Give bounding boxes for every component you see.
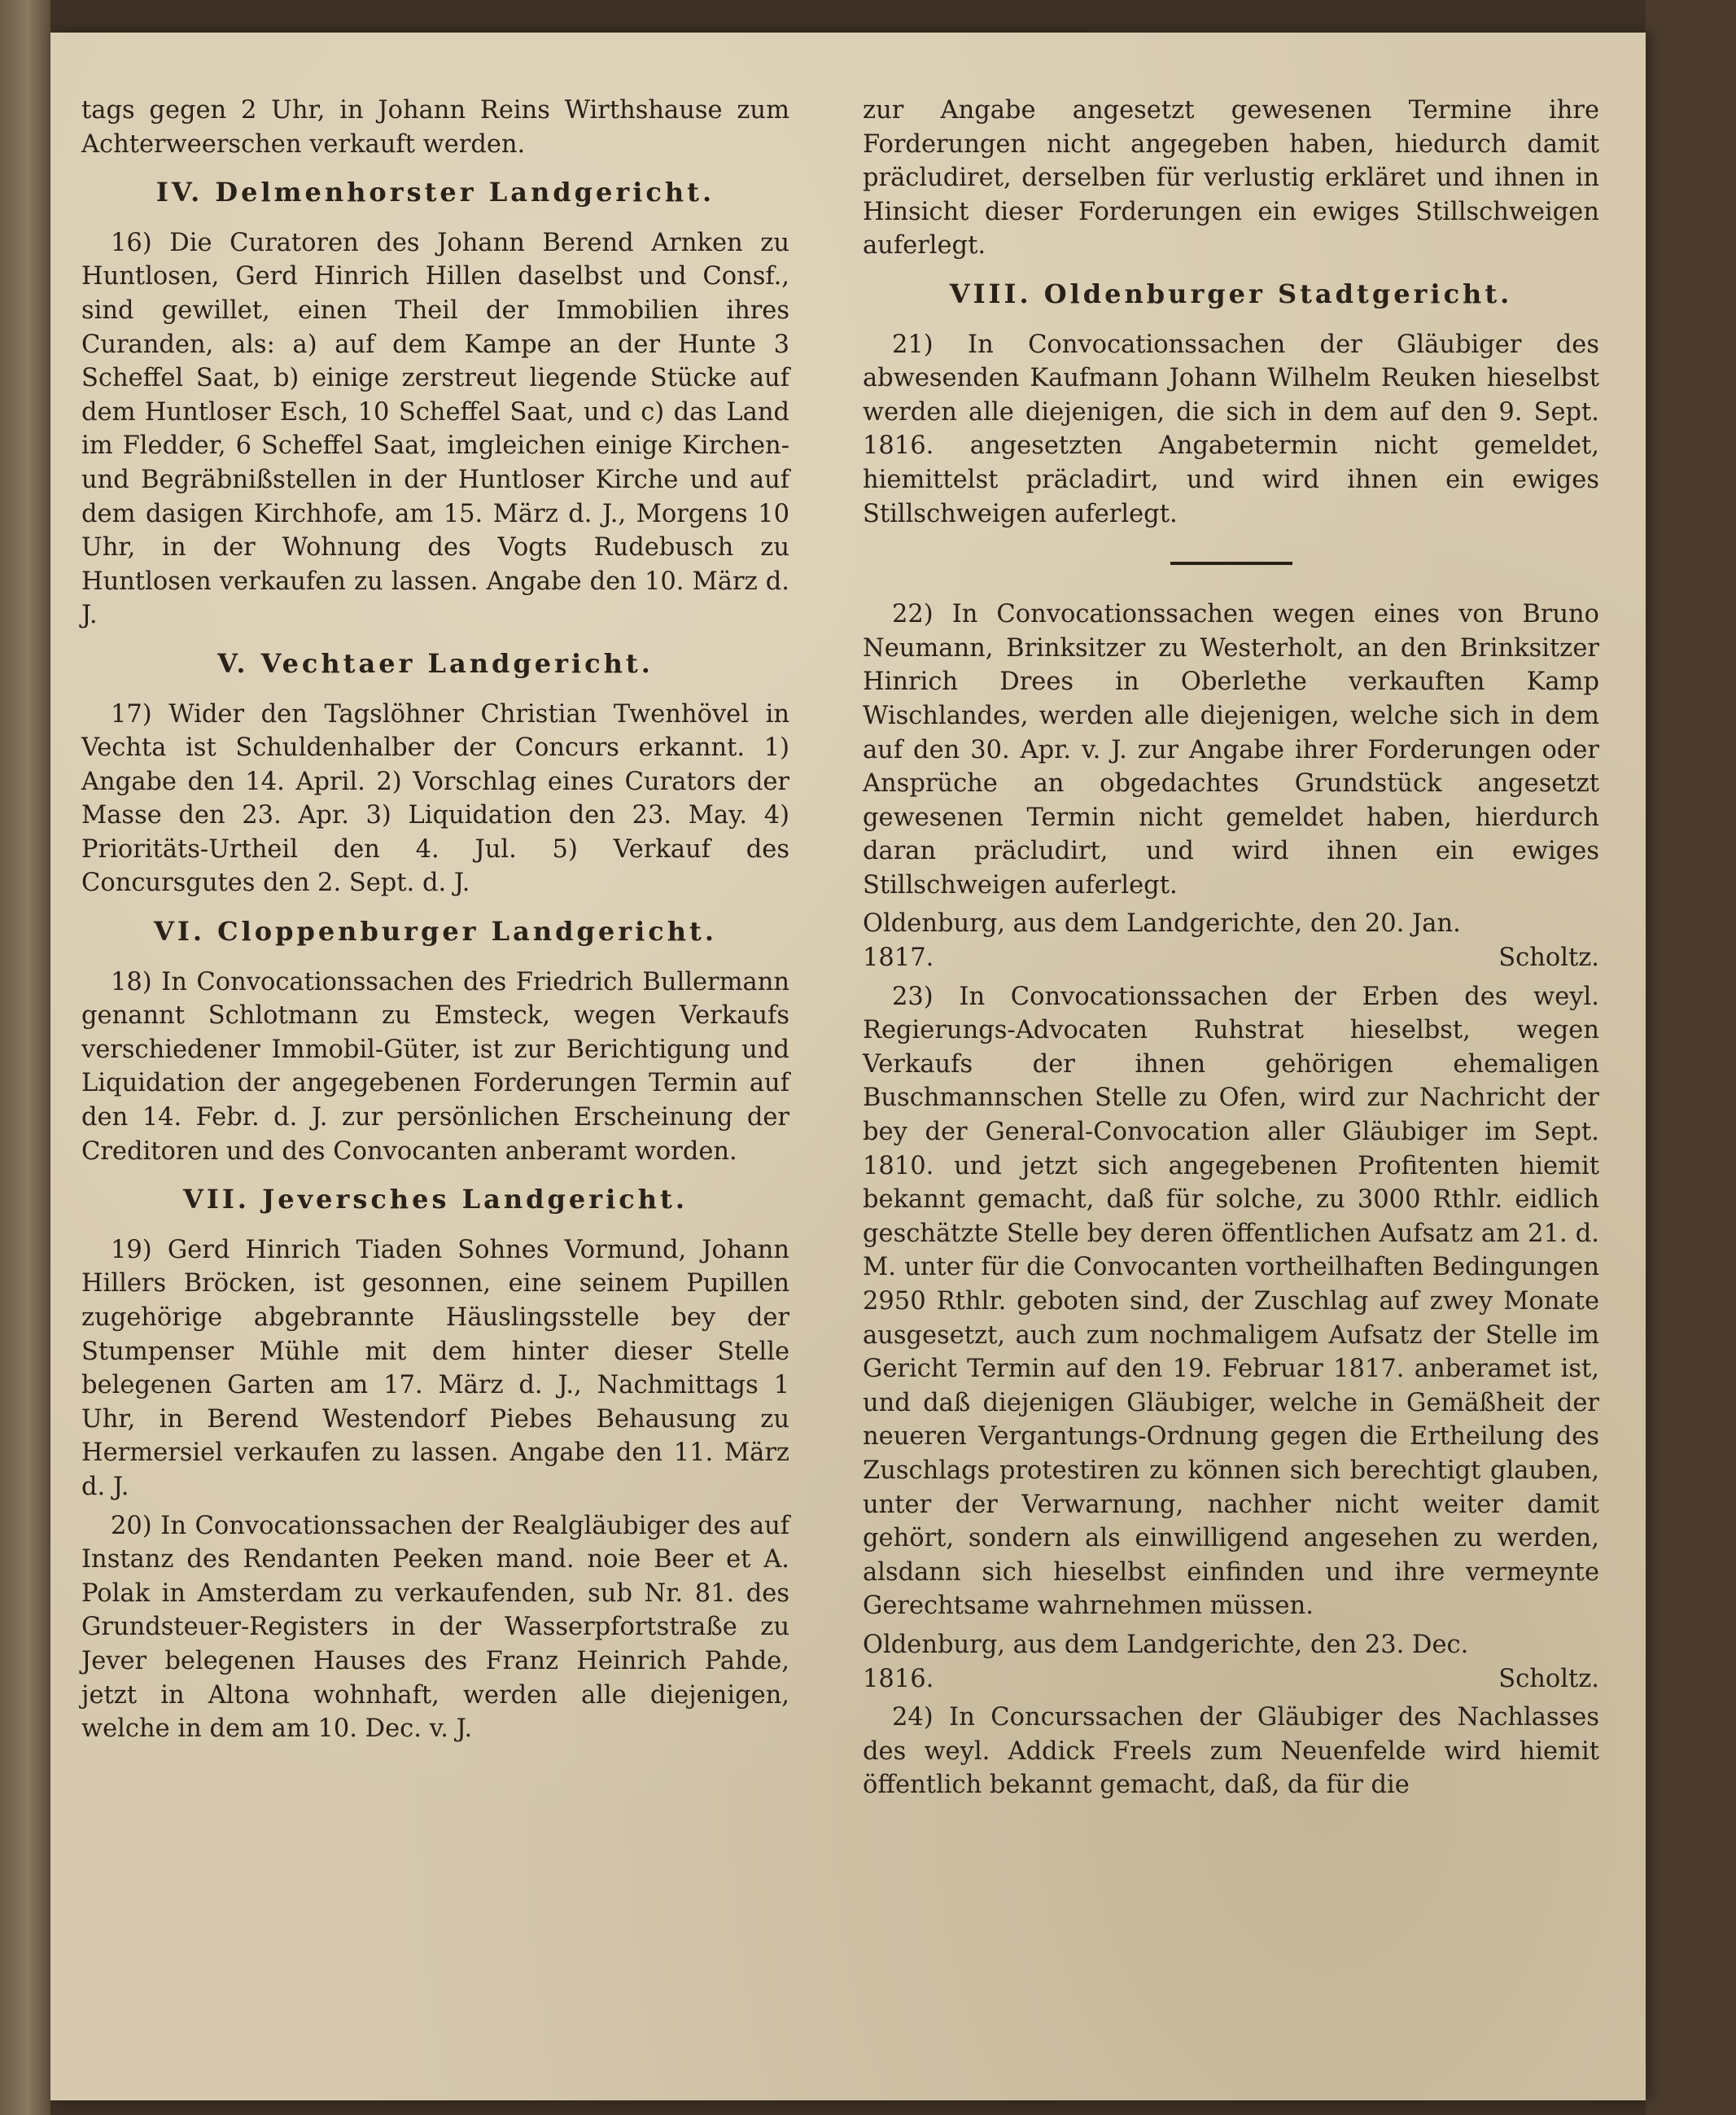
- facing-page-edge: [0, 0, 50, 2115]
- signature-place-date: Oldenburg, aus dem Landgerichte, den 20. Jan. 1817.: [863, 909, 1461, 973]
- paragraph-18: 18) In Convocationssachen des Friedrich Bullermann genannt Schlotmann zu Emsteck, wegen Verkaufs verschiedener Immobil-Güter, ist zur Berichtigung und Liquidation der angegebenen Forderungen Termin auf den 14. Febr. d. J. zur persönlichen Erscheinung der Creditoren und des Convocanten anberamt worden.: [81, 967, 789, 1166]
- left-column: [81, 94, 789, 1751]
- paragraph-23: 23) In Convocationssachen der Erben des weyl. Regierungs-Advocaten Ruhstrat hieselbst, wegen Verkaufs der ihnen gehörigen ehemaligen Buschmannschen Stelle zu Ofen, wird zur Nachricht der bey der General-Convocation aller Gläubiger im Sept. 1810. und jetzt sich angegebenen Profitenten hiemit bekannt gemacht, daß für solche, zu 3000 Rthlr. eidlich geschätzte Stelle bey deren öffentlichen Aufsatz am 21. d. M. unter für die Convocanten vortheilhaften Bedingungen 2950 Rthlr. geboten sind, der Zuschlag auf zwey Monate ausgesetzt, auch zum nochmaligem Aufsatz der Stelle im Gericht Termin auf den 19. Februar 1817. anberamet ist, und daß diejenigen Gläubiger, welche in Gemäßheit der neueren Vergantungs-Ordnung gegen die Ertheilung des Zuschlags protestiren zu können sich berechtigt glauben, unter der Verwarnung, nachher nicht weiter damit gehört, sondern als einwilligend angesehen zu werden, alsdann sich hieselbst einfinden und ihre vermeynte Gerechtsame wahrnehmen müssen.: [863, 982, 1599, 1621]
- paragraph-20: 20) In Convocationssachen der Realgläubiger des auf Instanz des Rendanten Peeken mand. noie Beer et A. Polak in Amsterdam zu verkaufenden, sub Nr. 81. des Grundsteuer-Registers in der Wasserpfortstraße zu Jever belegenen Hauses des Franz Heinrich Pahde, jetzt in Altona wohnhaft, werden alle diejenigen, welche in dem am 10. Dec. v. J.: [81, 1511, 789, 1744]
- book-cover-background: [1646, 0, 1736, 2115]
- signature-place-date: Oldenburg, aus dem Landgerichte, den 23. Dec. 1816.: [863, 1630, 1469, 1693]
- heading-jever: VII. Jeversches Landgericht.: [183, 1184, 688, 1215]
- paragraph-17: 17) Wider den Tagslöhner Christian Twenhövel in Vechta ist Schuldenhalber der Concurs erkannt. 1) Angabe den 14. April. 2) Vorschlag eines Curators der Masse den 23. Apr. 3) Liquidation den 23. May. 4) Prioritäts-Urtheil den 4. Jul. 5) Verkauf des Concursgutes den 2. Sept. d. J.: [81, 699, 789, 898]
- paragraph-22: 22) In Convocationssachen wegen eines von Bruno Neumann, Brinksitzer zu Westerholt, an den Brinksitzer Hinrich Drees in Oberlethe verkauften Kamp Wischlandes, werden alle diejenigen, welche sich in dem auf den 30. Apr. v. J. zur Angabe ihrer Forderungen oder Ansprüche an obgedachtes Grundstück angesetzt gewesenen Termin nicht gemeldet haben, hierdurch daran präcludirt, und wird ihnen ein ewiges Stillschweigen auferlegt.: [863, 600, 1599, 900]
- right-column: [863, 94, 1599, 1807]
- heading-cloppenburg: VI. Cloppenburger Landgericht.: [154, 916, 717, 948]
- heading-vechta: V. Vechtaer Landgericht.: [217, 647, 654, 679]
- paragraph-16: 16) Die Curatoren des Johann Berend Arnken zu Huntlosen, Gerd Hinrich Hillen daselbst und Consf., sind gewillet, einen Theil der Immobilien ihres Curanden, als: a) auf dem Kampe an der Hunte 3 Scheffel Saat, b) einige zerstreut liegende Stücke auf dem Huntloser Esch, 10 Scheffel Saat, und c) das Land im Fledder, 6 Scheffel Saat, imgleichen einige Kirchen- und Begräbnißstellen in der Huntloser Kirche und auf dem dasigen Kirchhofe, am 15. März d. J., Morgens 10 Uhr, in der Wohnung des Vogts Rudebusch zu Huntlosen verkaufen zu lassen. Angabe den 10. März d. J.: [81, 228, 789, 630]
- signature-name: Scholtz.: [1498, 944, 1599, 973]
- paragraph-intro: tags gegen 2 Uhr, in Johann Reins Wirthshause zum Achterweerschen verkauft werden.: [81, 96, 789, 159]
- paragraph-24: 24) In Concurssachen der Gläubiger des Nachlasses des weyl. Addick Freels zum Neuenfelde wird hiemit öffentlich bekannt gemacht, daß, da für die: [863, 1703, 1599, 1800]
- signature-23: [863, 1628, 1599, 1696]
- paragraph-21: 21) In Convocationssachen der Gläubiger des abwesenden Kaufmann Johann Wilhelm Reuken hieselbst werden alle diejenigen, die sich in dem auf den 9. Sept. 1816. angesetzten Angabetermin nicht gemeldet, hiemittelst präcladirt, und wird ihnen ein ewiges Stillschweigen auferlegt.: [863, 330, 1599, 528]
- paragraph-continuation: zur Angabe angesetzt gewesenen Termine ihre Forderungen nicht angegeben haben, hiedurch damit präcludiret, derselben für verlustig erkläret und ihnen in Hinsicht dieser Forderungen ein ewiges Stillschweigen auferlegt.: [863, 96, 1599, 261]
- paragraph-19: 19) Gerd Hinrich Tiaden Sohnes Vormund, Johann Hillers Bröcken, ist gesonnen, eine seinem Pupillen zugehörige abgebrannte Häuslingsstelle bey der Stumpenser Mühle mit dem hinter dieser Stelle belegenen Garten am 17. März d. J., Nachmittags 1 Uhr, in Berend Westendorf Piebes Behausung zu Hermersiel verkaufen zu lassen. Angabe den 11. März d. J.: [81, 1235, 789, 1501]
- section-divider: [1170, 562, 1292, 565]
- signature-name: Scholtz.: [1498, 1664, 1599, 1693]
- heading-delmenhorst: IV. Delmenhorster Landgericht.: [155, 177, 715, 208]
- signature-22: [863, 907, 1599, 974]
- heading-oldenburg-stadtgericht: VIII. Oldenburger Stadtgericht.: [949, 278, 1513, 309]
